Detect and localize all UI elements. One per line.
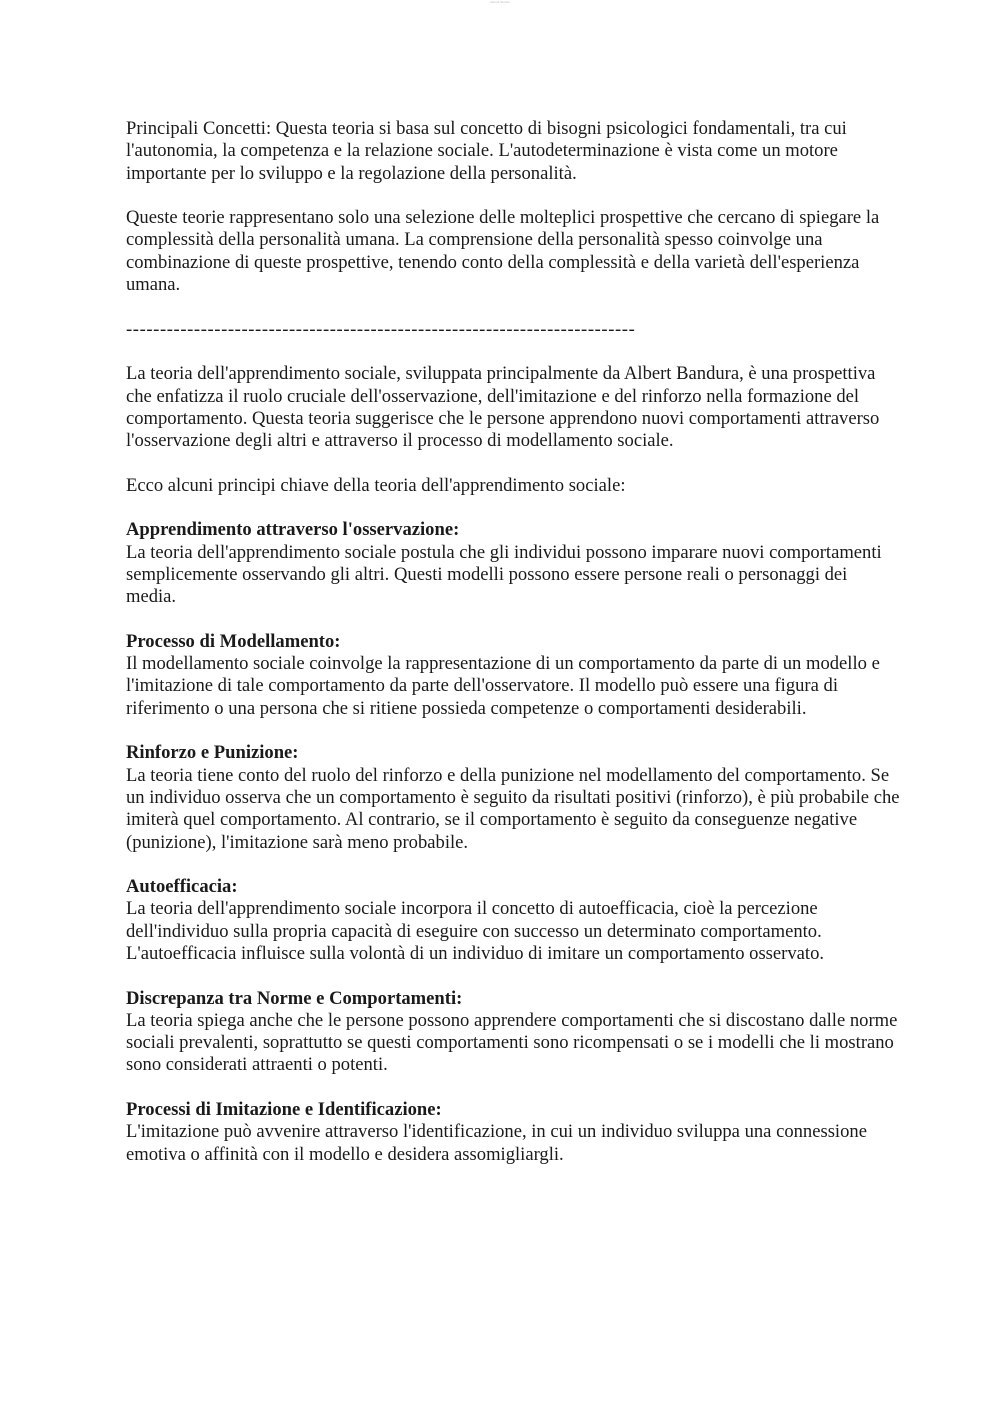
- section-heading: Rinforzo e Punizione:: [126, 742, 299, 764]
- page-header-mark: Menu1 Sfondo: [490, 0, 510, 4]
- section-heading: Autoefficacia:: [126, 876, 238, 898]
- section-observation-learning: [126, 519, 902, 608]
- dashed-separator: ---------------------------------------------------------------------------: [126, 318, 636, 340]
- section-imitation-identification: [126, 1099, 902, 1166]
- intro-paragraph-concepts: Principali Concetti: Questa teoria si basa sul concetto di bisogni psicologici fondamentali, tra cui l'autonomia, la competenza e la relazione sociale. L'autodeterminazione è vista come un motore importante per lo sviluppo e la regolazione della personalità.: [126, 118, 847, 184]
- section-body: L'imitazione può avvenire attraverso l'identificazione, in cui un individuo sviluppa una connessione emotiva o affinità con il modello e desidera assomigliargli.: [126, 1121, 867, 1165]
- paragraph-key-principles-lead: Ecco alcuni principi chiave della teoria dell'apprendimento sociale:: [126, 474, 626, 496]
- section-body: La teoria tiene conto del ruolo del rinforzo e della punizione nel modellamento del comportamento. Se un individuo osserva che un comportamento è seguito da risultati positivi (rinforzo), è più probabile che imiterà quel comportamento. Al contrario, se il comportamento è seguito da conseguenze negative (punizione), l'imitazione sarà meno probabile.: [126, 764, 900, 853]
- section-body: Il modellamento sociale coinvolge la rappresentazione di un comportamento da parte di un modello e l'imitazione di tale comportamento da parte dell'osservatore. Il modello può essere una figura di riferimento o una persona che si ritiene possieda competenze o comportamenti desiderabili.: [126, 653, 880, 719]
- section-norms-discrepancy: [126, 988, 902, 1077]
- section-body: La teoria dell'apprendimento sociale incorpora il concetto di autoefficacia, cioè la percezione dell'individuo sulla propria capacità di eseguire con successo un determinato comportamento. L'autoefficacia influisce sulla volontà di un individuo di imitare un comportamento osservato.: [126, 898, 825, 964]
- section-self-efficacy: [126, 876, 902, 965]
- section-heading: Apprendimento attraverso l'osservazione:: [126, 519, 460, 541]
- document-page: [126, 118, 902, 1188]
- section-body: La teoria spiega anche che le persone possono apprendere comportamenti che si discostano dalle norme sociali prevalenti, soprattutto se questi comportamenti sono ricompensati o se i modelli che li mostrano sono considerati attraenti o potenti.: [126, 1009, 898, 1076]
- paragraph-social-learning-intro: La teoria dell'apprendimento sociale, sviluppata principalmente da Albert Bandura, è una prospettiva che enfatizza il ruolo cruciale dell'osservazione, dell'imitazione e del rinforzo nella formazione del comportamento. Questa teoria suggerisce che le persone apprendono nuovi comportamenti attraverso l'osservazione degli altri e attraverso il processo di modellamento sociale.: [126, 363, 880, 452]
- section-heading: Processo di Modellamento:: [126, 630, 341, 652]
- section-reinforcement-punishment: [126, 742, 902, 853]
- intro-paragraph-summary: Queste teorie rappresentano solo una selezione delle molteplici prospettive che cercano di spiegare la complessità della personalità umana. La comprensione della personalità spesso coinvolge una combinazione di queste prospettive, tenendo conto della complessità e della varietà dell'esperienza umana.: [126, 207, 880, 296]
- section-heading: Processi di Imitazione e Identificazione:: [126, 1099, 442, 1121]
- section-heading: Discrepanza tra Norme e Comportamenti:: [126, 987, 463, 1009]
- section-body: La teoria dell'apprendimento sociale postula che gli individui possono imparare nuovi comportamenti semplicemente osservando gli altri. Questi modelli possono essere persone reali o personaggi dei media.: [126, 541, 882, 608]
- section-modeling-process: [126, 631, 902, 720]
